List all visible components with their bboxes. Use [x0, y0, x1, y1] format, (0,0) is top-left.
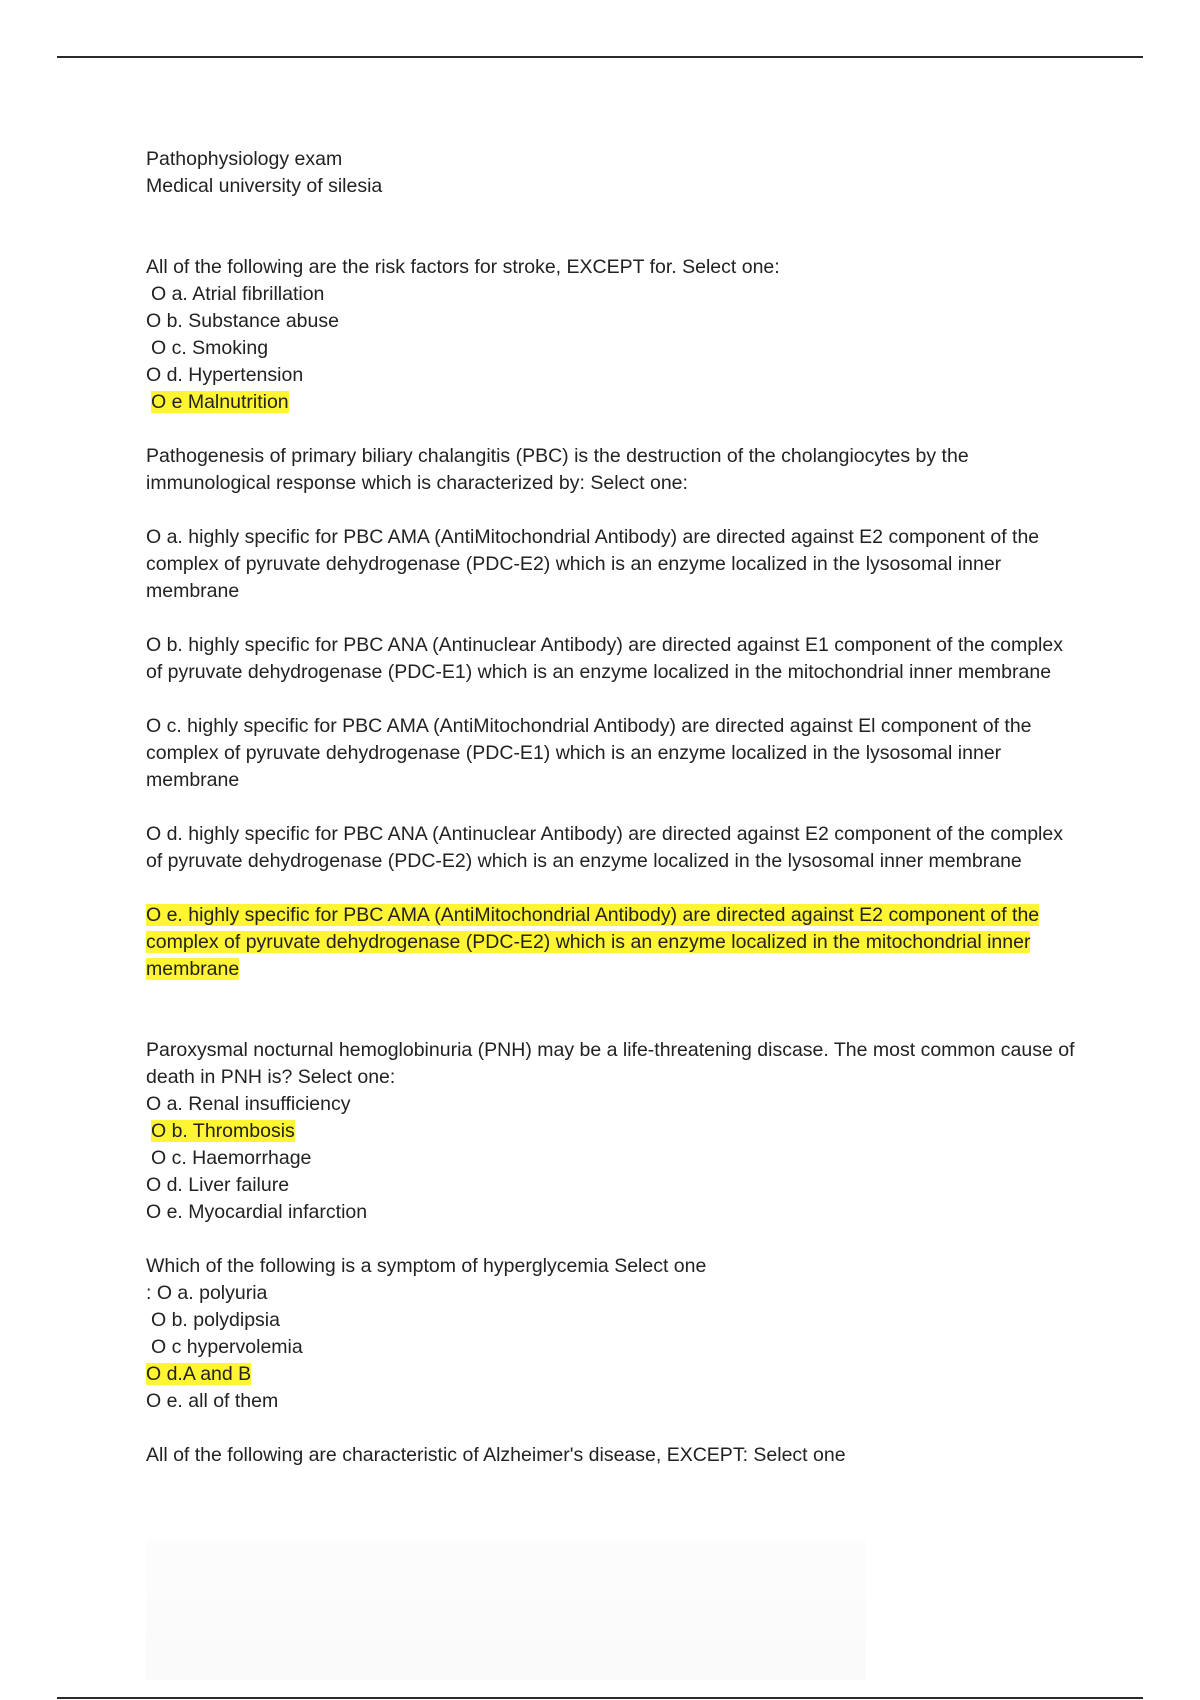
option-e-answer: O e Malnutrition: [151, 391, 289, 413]
university-name: Medical university of silesia: [146, 175, 383, 197]
option-d: O d. highly specific for PBC ANA (Antinuclear Antibody) are directed against E2 component of the complex of pyruvate dehydrogenase (PDC-E2) which is an enzyme localized in the lysosomal inner membrane: [146, 823, 1063, 872]
faded-preview-area: [146, 1540, 866, 1680]
option-e: O e. Myocardial infarction: [146, 1201, 368, 1223]
question-stem: All of the following are the risk factors for stroke, EXCEPT for. Select one:: [146, 256, 780, 278]
option-b: O b. polydipsia: [151, 1309, 280, 1331]
question-stem: All of the following are characteristic of Alzheimer's disease, EXCEPT: Select one: [146, 1444, 846, 1466]
option-c: O c. Smoking: [151, 337, 269, 359]
option-b-answer: O b. Thrombosis: [151, 1120, 295, 1142]
question-stem: Paroxysmal nocturnal hemoglobinuria (PNH) may be a life-threatening discase. The most common cause of death in PNH is? Select one:: [146, 1039, 1075, 1088]
option-a: O a. Atrial fibrillation: [151, 283, 325, 305]
question-stem: Which of the following is a symptom of hyperglycemia Select one: [146, 1255, 707, 1277]
document-body: [146, 146, 1076, 1469]
option-a: O a. Renal insufficiency: [146, 1093, 351, 1115]
exam-title: Pathophysiology exam: [146, 148, 343, 170]
option-b: O b. highly specific for PBC ANA (Antinuclear Antibody) are directed against E1 component of the complex of pyruvate dehydrogenase (PDC-E1) which is an enzyme localized in the mitochondrial inner membrane: [146, 634, 1063, 683]
option-d: O d. Liver failure: [146, 1174, 290, 1196]
top-rule: [57, 56, 1143, 58]
question-stem: Pathogenesis of primary biliary chalangitis (PBC) is the destruction of the cholangiocytes by the immunological response which is characterized by: Select one:: [146, 445, 969, 494]
option-c: O c. Haemorrhage: [151, 1147, 312, 1169]
question-2: [146, 443, 1076, 983]
question-3: [146, 1037, 1076, 1226]
option-c: O c. highly specific for PBC AMA (AntiMitochondrial Antibody) are directed against El component of the complex of pyruvate dehydrogenase (PDC-E1) which is an enzyme localized in the lysosomal inner membrane: [146, 715, 1032, 791]
option-e: O e. all of them: [146, 1390, 279, 1412]
option-a: : O a. polyuria: [146, 1282, 268, 1304]
option-d: O d. Hypertension: [146, 364, 304, 386]
option-c: O c hypervolemia: [151, 1336, 303, 1358]
question-1: [146, 254, 1076, 416]
question-4: [146, 1253, 1076, 1415]
option-d-answer: O d.A and B: [146, 1363, 252, 1385]
option-b: O b. Substance abuse: [146, 310, 339, 332]
option-a: O a. highly specific for PBC AMA (AntiMitochondrial Antibody) are directed against E2 component of the complex of pyruvate dehydrogenase (PDC-E2) which is an enzyme localized in the lysosomal inner membrane: [146, 526, 1040, 602]
option-e-answer: O e. highly specific for PBC AMA (AntiMitochondrial Antibody) are directed against E2 component of the complex of pyruvate dehydrogenase (PDC-E2) which is an enzyme localized in the mitochondrial inner membrane: [146, 904, 1040, 980]
question-5: [146, 1442, 1076, 1469]
bottom-rule: [57, 1697, 1143, 1699]
